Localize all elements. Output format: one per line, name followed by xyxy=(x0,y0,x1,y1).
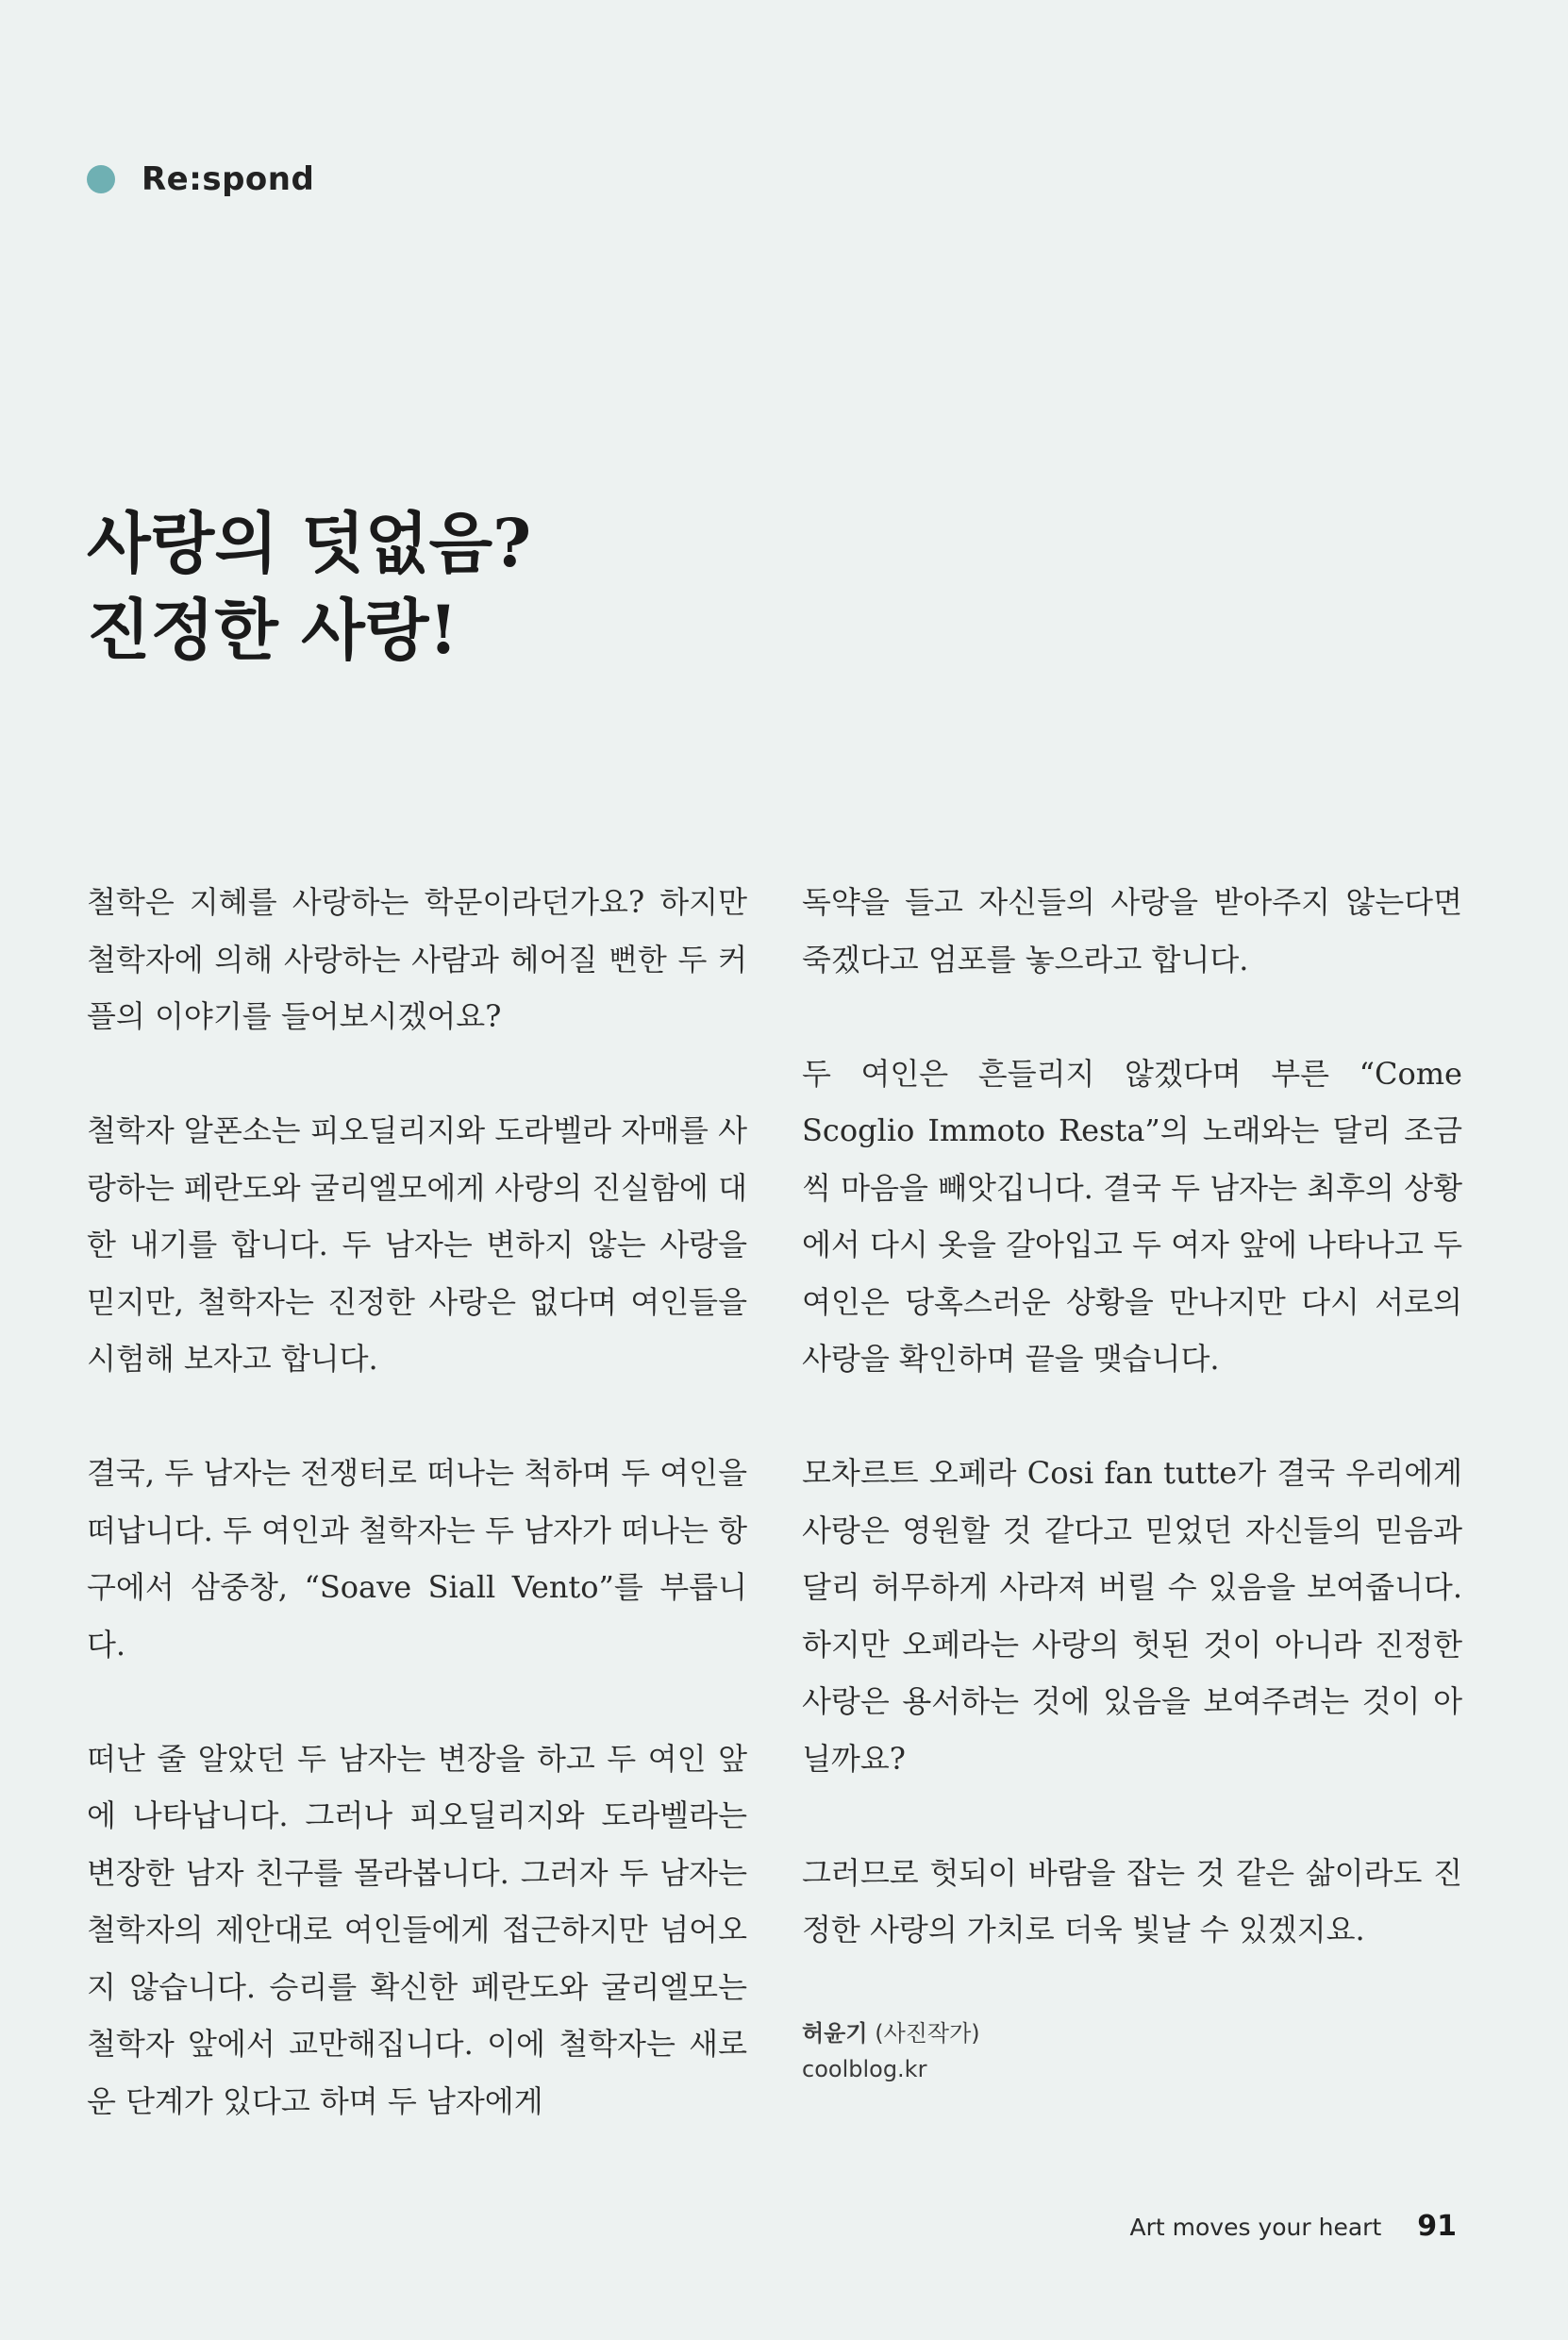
article-title-line-2: 진정한 사랑! xyxy=(87,591,459,669)
article-title xyxy=(87,500,531,674)
author-name: 허윤기 xyxy=(802,2020,868,2047)
left-column xyxy=(87,874,747,2187)
author-site: coolblog.kr xyxy=(802,2056,927,2082)
paragraph: 모차르트 오페라 Cosi fan tutte가 결국 우리에게 사랑은 영원할 것 같다고 믿었던 자신들의 믿음과 달리 허무하게 사라져 버릴 수 있음을 보여줍니다. 하지만 오페라는 사랑의 헛된 것이 아니라 진정한 사랑은 용서하는 것에 있음을 보여주려는 것이 아닐까요? xyxy=(802,1455,1462,1777)
author-credit xyxy=(802,2015,1462,2087)
section-dot-icon xyxy=(87,165,115,193)
paragraph: 그러므로 헛되이 바람을 잡는 것 같은 삶이라도 진정한 사랑의 가치로 더욱 빛날 수 있겠지요. xyxy=(802,1854,1462,1947)
page-number: 91 xyxy=(1417,2210,1457,2243)
paragraph: 철학은 지혜를 사랑하는 학문이라던가요? 하지만 철학자에 의해 사랑하는 사람과 헤어질 뻔한 두 커플의 이야기를 들어보시겠어요? xyxy=(87,884,747,1034)
author-role: (사진작가) xyxy=(875,2020,980,2047)
footer-tagline: Art moves your heart xyxy=(1129,2214,1382,2241)
page-footer xyxy=(1130,2210,1457,2243)
paragraph: 두 여인은 흔들리지 않겠다며 부른 “Come Scoglio Immoto Resta”의 노래와는 달리 조금씩 마음을 빼앗깁니다. 결국 두 남자는 최후의 상황에서 다시 옷을 갈아입고 두 여자 앞에 나타나고 두 여인은 당혹스러운 상황을 만나지만 다시 서로의 사랑을 확인하며 끝을 맺습니다. xyxy=(802,1055,1462,1377)
paragraph: 철학자 알폰소는 피오딜리지와 도라벨라 자매를 사랑하는 페란도와 굴리엘모에게 사랑의 진실함에 대한 내기를 합니다. 두 남자는 변하지 않는 사랑을 믿지만, 철학자는 진정한 사랑은 없다며 여인들을 시험해 보자고 합니다. xyxy=(87,1112,748,1377)
article-title-line-1: 사랑의 덧없음? xyxy=(87,504,532,582)
right-column xyxy=(802,874,1462,2087)
section-label: Re:spond xyxy=(142,160,315,198)
section-tag xyxy=(87,160,314,198)
paragraph: 독약을 들고 자신들의 사랑을 받아주지 않는다면 죽겠다고 엄포를 놓으라고 합니다. xyxy=(802,884,1462,978)
paragraph: 떠난 줄 알았던 두 남자는 변장을 하고 두 여인 앞에 나타납니다. 그러나 피오딜리지와 도라벨라는 변장한 남자 친구를 몰라봅니다. 그러자 두 남자는 철학자의 제안대로 여인들에게 접근하지만 넘어오지 않습니다. 승리를 확신한 페란도와 굴리엘모는 철학자 앞에서 교만해집니다. 이에 철학자는 새로운 단계가 있다고 하며 두 남자에게 xyxy=(87,1740,747,2119)
paragraph: 결국, 두 남자는 전쟁터로 떠나는 척하며 두 여인을 떠납니다. 두 여인과 철학자는 두 남자가 떠나는 항구에서 삼중창, “Soave Siall Vento”를 부릅니다. xyxy=(87,1455,747,1663)
